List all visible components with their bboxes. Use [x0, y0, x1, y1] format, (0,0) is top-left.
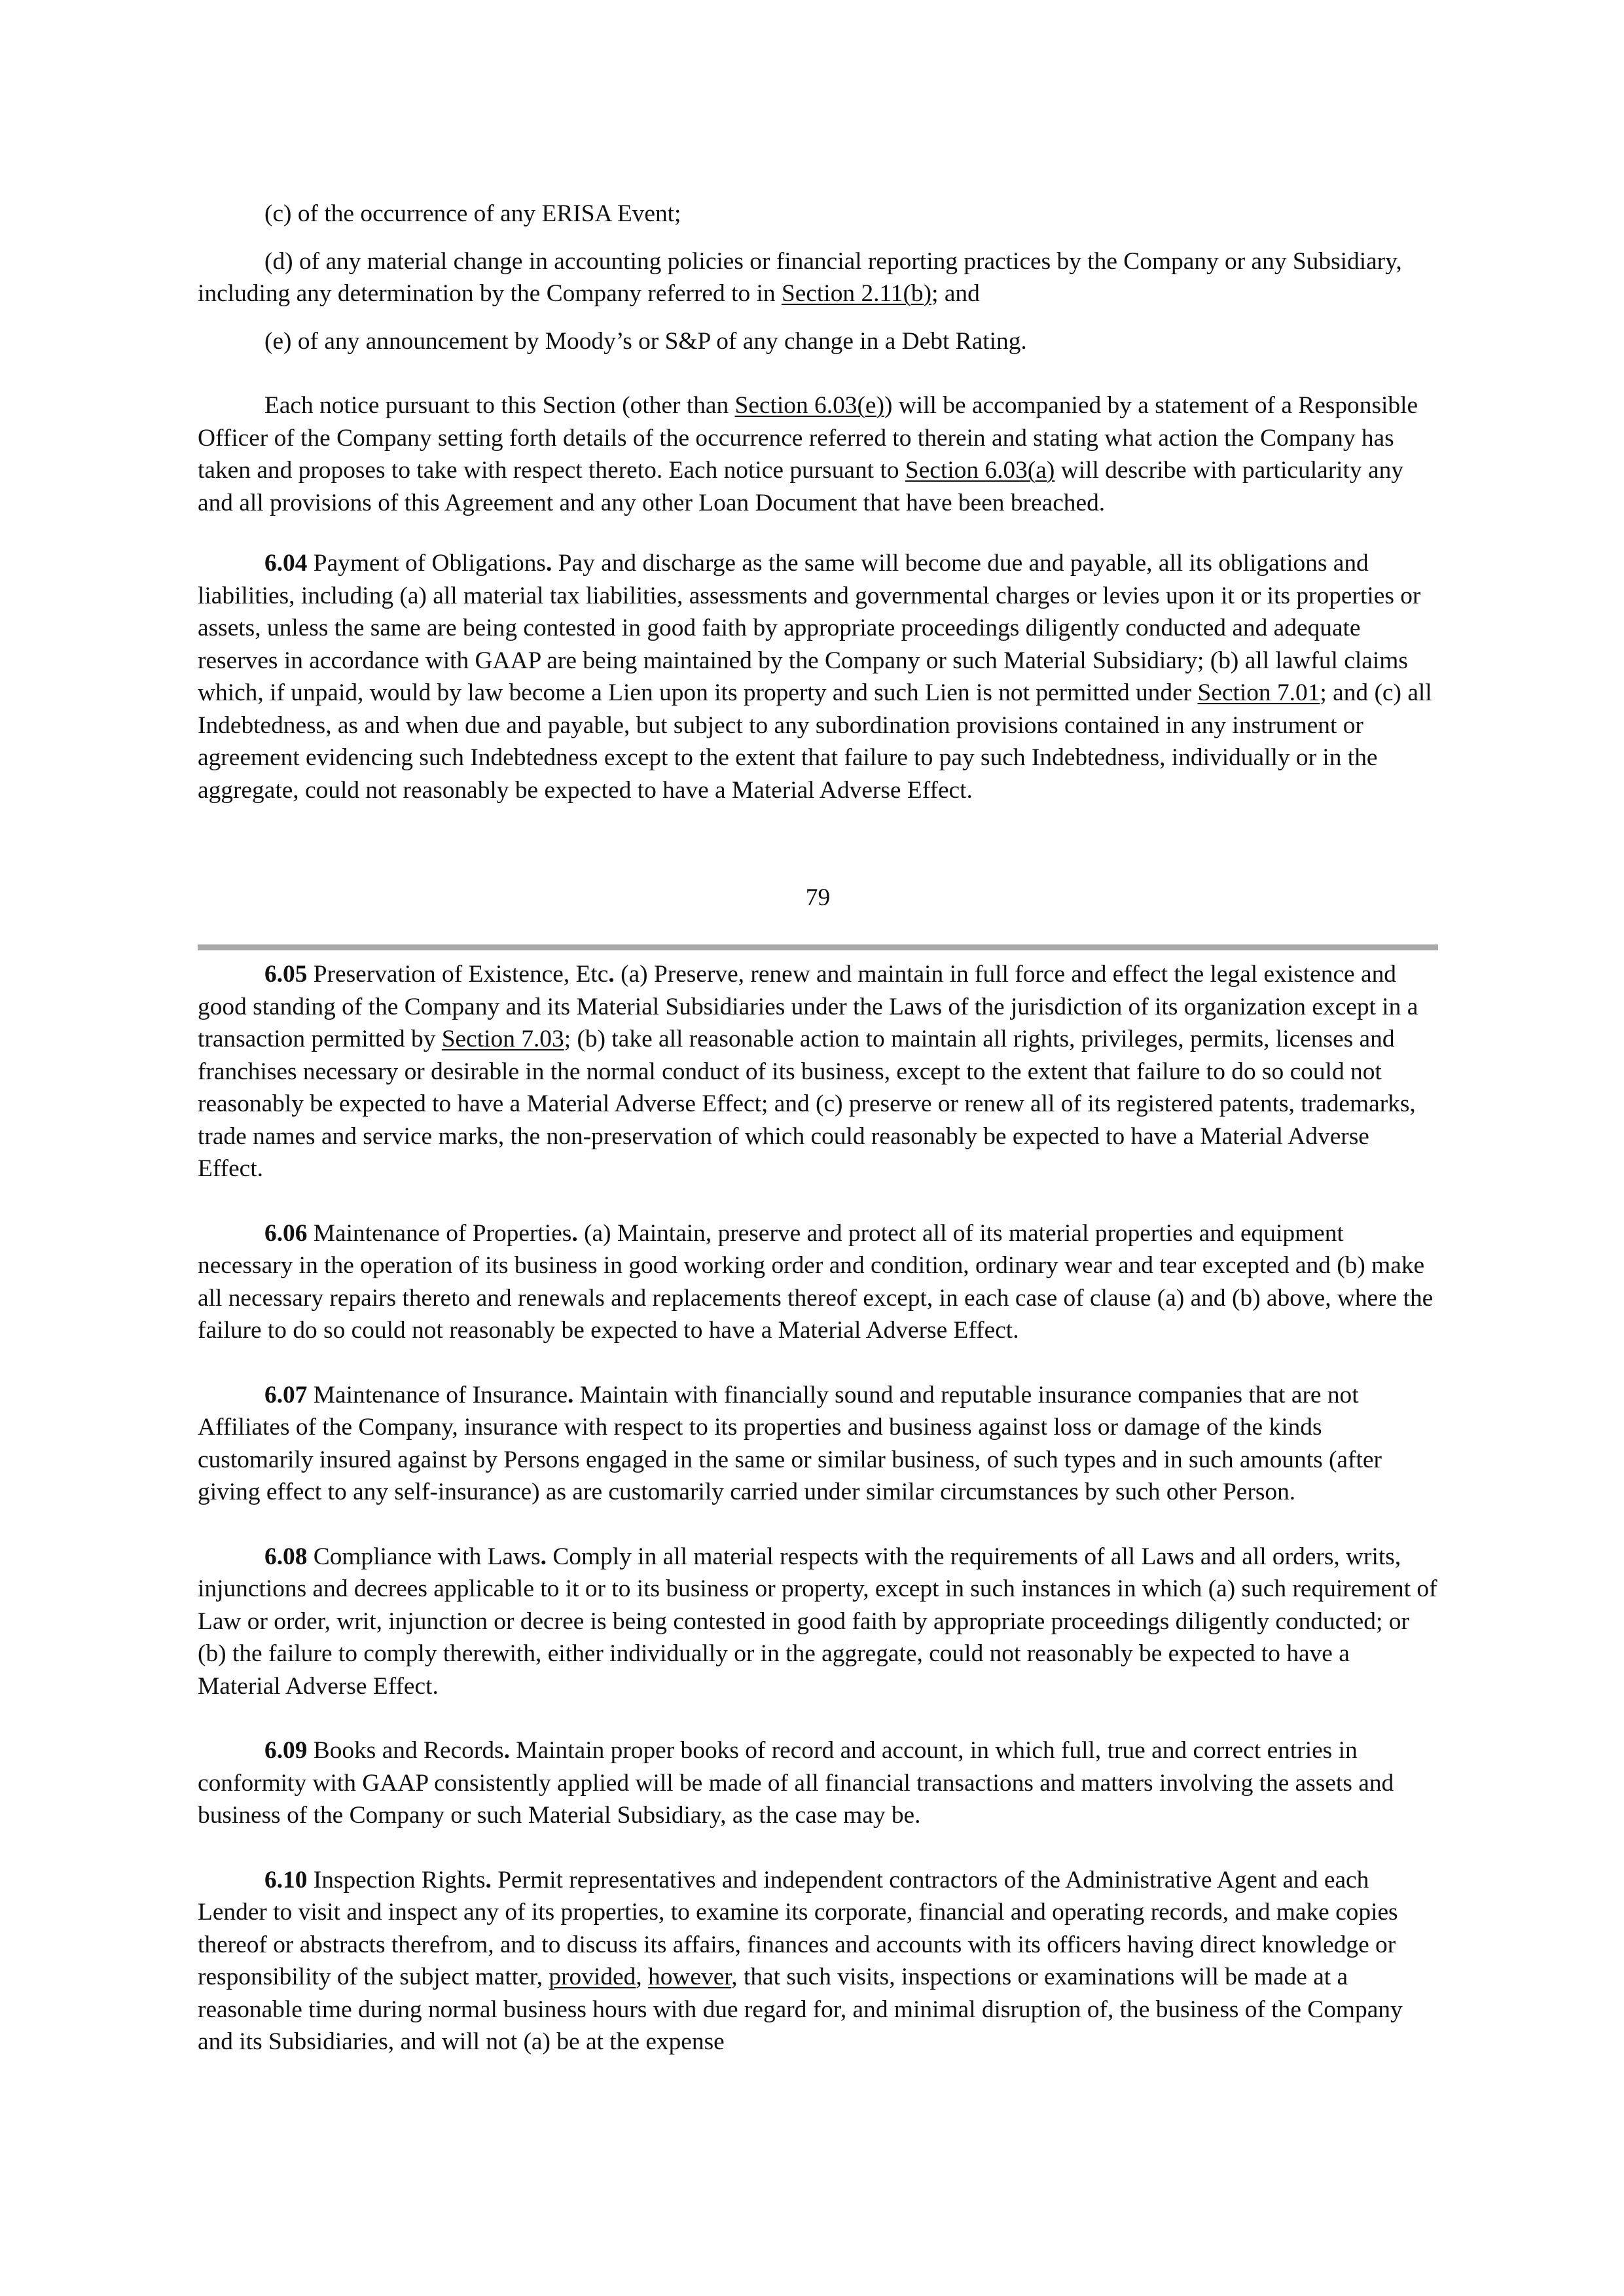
section-title: Compliance with Laws [307, 1543, 541, 1570]
section-6-10: 6.10 Inspection Rights. Permit representatives and independent contractors of the Administrative Agent and each Lender to visit and inspect any of its properties, to examine its corporate, financial and operating records, and make copies thereof or abstracts therefrom, and to discuss its affairs, finances and accounts with its officers having direct knowledge or responsibility of the subject matter, provided, however, that such visits, inspections or examinations will be made at a reasonable time during normal business hours with due regard for, and minimal disruption of, the business of the Company and its Subsidiaries, and will not (a) be at the expense [198, 1866, 1403, 2055]
section-6-03-a-link[interactable]: Section 6.03(a) [905, 457, 1055, 484]
section-number: 6.09 [264, 1737, 308, 1764]
section-number: 6.10 [264, 1866, 308, 1893]
page-79-body [198, 198, 1438, 806]
section-number: 6.05 [264, 961, 308, 988]
clause-c: (c) of the occurrence of any ERISA Event; [264, 200, 681, 227]
page-80-body [198, 958, 1438, 2058]
section-number: 6.06 [264, 1219, 308, 1247]
provided-term: provided [549, 1964, 636, 1990]
section-6-03-e-link[interactable]: Section 6.03(e) [734, 392, 884, 419]
section-title: Payment of Obligations [307, 550, 546, 577]
section-6-09: 6.09 Books and Records. Maintain proper books of record and account, in which full, true and correct entries in conformity with GAAP consistently applied will be made of all financial transactions and matters involving the assets and business of the Company or such Material Subsidiary, as the case may be. [198, 1737, 1394, 1829]
section-title: Books and Records [307, 1737, 504, 1764]
clause-d: (d) of any material change in accounting policies or financial reporting practices by the Company or any Subsidiary, including any determination by the Company referred to in Section 2.11(b); and [198, 247, 1402, 307]
section-title: Inspection Rights [307, 1866, 486, 1893]
section-title: Preservation of Existence, Etc [307, 961, 609, 988]
clause-e: (e) of any announcement by Moody’s or S&P of any change in a Debt Rating. [264, 327, 1027, 355]
however-term: however [648, 1964, 732, 1990]
page-number: 79 [805, 884, 831, 911]
section-6-08: 6.08 Compliance with Laws. Comply in all material respects with the requirements of all Laws and all orders, writs, injunctions and decrees applicable to it or to its business or property, except in such instances in which (a) such requirement of Law or order, writ, injunction or decree is being contested in good faith by appropriate proceedings diligently conducted; or (b) the failure to comply therewith, either individually or in the aggregate, could not reasonably be expected to have a Material Adverse Effect. [198, 1543, 1437, 1700]
section-number: 6.08 [264, 1543, 308, 1570]
section-number: 6.04 [264, 550, 308, 577]
section-7-01-link[interactable]: Section 7.01 [1197, 679, 1320, 706]
section-6-04: 6.04 Payment of Obligations. Pay and discharge as the same will become due and payable, all its obligations and liabilities, including (a) all material tax liabilities, assessments and governmental charges or levies upon it or its properties or assets, unless the same are being contested in good faith by appropriate proceedings diligently conducted and adequate reserves in accordance with GAAP are being maintained by the Company or such Material Subsidiary; (b) all lawful claims which, if unpaid, would by law become a Lien upon its property and such Lien is not permitted under Section 7.01; and (c) all Indebtedness, as and when due and payable, but subject to any subordination provisions contained in any instrument or agreement evidencing such Indebtedness except to the extent that failure to pay such Indebtedness, individually or in the aggregate, could not reasonably be expected to have a Material Adverse Effect. [198, 550, 1432, 804]
section-title: Maintenance of Properties [307, 1219, 572, 1247]
section-6-06: 6.06 Maintenance of Properties. (a) Maintain, preserve and protect all of its material properties and equipment necessary in the operation of its business in good working order and condition, ordinary wear and tear excepted and (b) make all necessary repairs thereto and renewals and replacements thereof except, in each case of clause (a) and (b) above, where the failure to do so could not reasonably be expected to have a Material Adverse Effect. [198, 1219, 1434, 1344]
section-6-07: 6.07 Maintenance of Insurance. Maintain with financially sound and reputable insurance companies that are not Affiliates of the Company, insurance with respect to its properties and business against loss or damage of the kinds customarily insured against by Persons engaged in the same or similar business, of such types and in such amounts (after giving effect to any self-insurance) as are customarily carried under similar circumstances by such other Person. [198, 1381, 1382, 1505]
page-divider [198, 944, 1438, 950]
section-number: 6.07 [264, 1381, 308, 1408]
section-2-11-b-link[interactable]: Section 2.11(b) [781, 280, 932, 307]
section-6-05: 6.05 Preservation of Existence, Etc. (a) Preserve, renew and maintain in full force and effect the legal existence and good standing of the Company and its Material Subsidiaries under the Laws of the jurisdiction of its organization except in a transaction permitted by Section 7.03; (b) take all reasonable action to maintain all rights, privileges, permits, licenses and franchises necessary or desirable in the normal conduct of its business, except to the extent that failure to do so could not reasonably be expected to have a Material Adverse Effect; and (c) preserve or renew all of its registered patents, trademarks, trade names and service marks, the non-preservation of which could reasonably be expected to have a Material Adverse Effect. [198, 961, 1418, 1182]
section-title: Maintenance of Insurance [307, 1381, 568, 1408]
each-notice-paragraph: Each notice pursuant to this Section (other than Section 6.03(e)) will be accompanied by a statement of a Responsible Officer of the Company setting forth details of the occurrence referred to therein and stating what action the Company has taken and proposes to take with respect thereto. Each notice pursuant to Section 6.03(a) will describe with particularity any and all provisions of this Agreement and any other Loan Document that have been breached. [198, 392, 1418, 516]
section-7-03-link[interactable]: Section 7.03 [441, 1026, 564, 1052]
